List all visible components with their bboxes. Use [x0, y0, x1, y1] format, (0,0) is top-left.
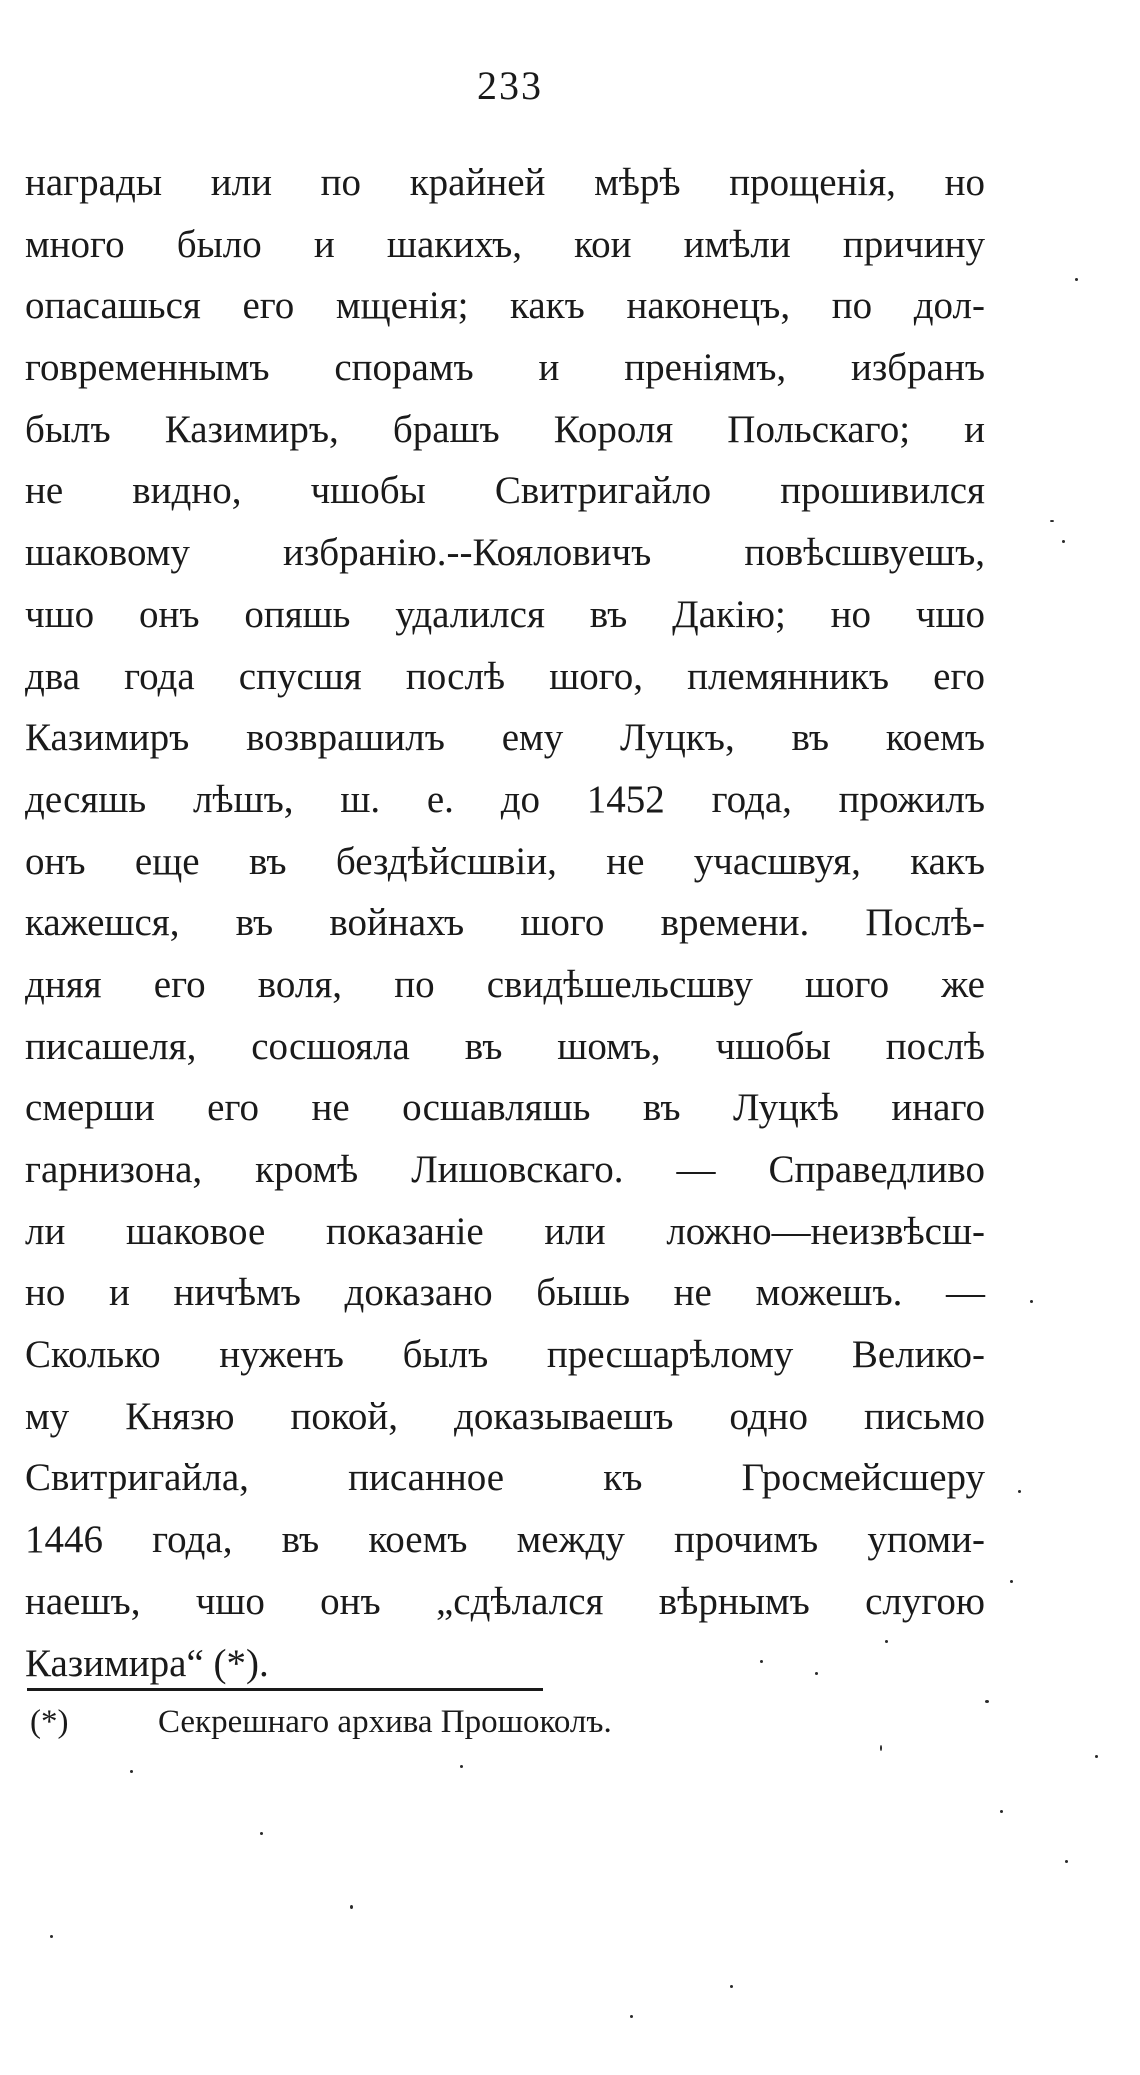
text-line: два года спусшя послѣ шого, племянникъ его	[25, 654, 985, 698]
scan-speck	[1018, 1490, 1021, 1493]
scan-speck	[260, 1832, 263, 1835]
text-line: шаковому избранію.--Кояловичъ повѣсшвуешъ,	[25, 531, 985, 575]
text-line: говременнымъ спорамъ и преніямъ, избранъ	[25, 346, 985, 390]
scan-speck	[1065, 1860, 1068, 1863]
text-line: 1446 года, въ коемъ между прочимъ упоми-	[25, 1518, 985, 1562]
text-line: му Князю покой, доказываешъ одно письмо	[25, 1394, 985, 1438]
text-line: Свитригайла, писанное къ Гросмейсшеру	[25, 1456, 985, 1500]
scan-speck	[880, 1745, 882, 1751]
text-line: Казимира“ (*).	[25, 1641, 269, 1685]
text-line: Сколько нуженъ былъ пресшарѣлому Велико-	[25, 1333, 985, 1377]
scan-speck	[1075, 278, 1078, 281]
scan-speck	[50, 1935, 53, 1938]
text-line: чшо онъ опяшь удалился въ Дакію; но чшо	[25, 592, 985, 636]
text-line: но и ничѣмъ доказано бышь не можешъ. —	[25, 1271, 985, 1315]
scan-speck	[460, 1765, 463, 1768]
footnote-text: Секрешнаго архива Прошоколъ.	[158, 1704, 612, 1740]
scan-speck	[815, 1672, 818, 1675]
body-text	[25, 152, 985, 1694]
text-line: награды или по крайней мѣрѣ прощенія, но	[25, 161, 985, 204]
scan-speck	[630, 2015, 633, 2018]
scan-speck	[730, 1985, 733, 1988]
footnote-marker: (*)	[30, 1704, 69, 1740]
footnote-divider	[27, 1688, 543, 1691]
text-line: не видно, чшобы Свитригайло прошивился	[25, 469, 985, 513]
scan-speck	[130, 1770, 133, 1773]
scan-speck	[1000, 1810, 1003, 1813]
scan-speck	[350, 1905, 353, 1909]
scan-speck	[760, 1660, 763, 1663]
scan-speck	[1010, 1580, 1013, 1583]
page-number: 233	[477, 63, 543, 108]
scan-speck	[985, 1700, 989, 1703]
footnote	[30, 1700, 930, 1744]
text-line: наешъ, чшо онъ „сдѣлался вѣрнымъ слугою	[25, 1579, 985, 1623]
text-line: гарнизона, кромѣ Лишовскаго. — Справедливо	[25, 1148, 985, 1191]
text-line: десяшь лѣшъ, ш. е. до 1452 года, прожилъ	[25, 777, 985, 821]
scan-speck	[1095, 1755, 1098, 1758]
scan-speck	[1062, 540, 1065, 543]
text-line: опасашься его мщенія; какъ наконецъ, по дол-	[25, 284, 985, 328]
scan-speck	[1030, 1300, 1033, 1303]
text-line: Казимиръ возврашилъ ему Луцкъ, въ коемъ	[25, 716, 985, 760]
text-line: ли шаковое показаніе или ложно—неизвѣсш-	[25, 1209, 985, 1253]
text-line: писашеля, сосшояла въ шомъ, чшобы послѣ	[25, 1024, 985, 1068]
scan-speck	[1050, 520, 1054, 522]
text-line: дняя его воля, по свидѣшельсшву шого же	[25, 962, 985, 1006]
text-line: кажешся, въ войнахъ шого времени. Послѣ-	[25, 901, 985, 945]
text-line: онъ еще въ бездѣйсшвіи, не учасшвуя, какъ	[25, 839, 985, 883]
scan-speck	[885, 1640, 888, 1643]
text-line: много было и шакихъ, кои имѣли причину	[25, 222, 985, 266]
text-line: смерши его не осшавляшь въ Луцкѣ инаго	[25, 1086, 985, 1130]
text-line: былъ Казимиръ, брашъ Короля Польскаго; и	[25, 407, 985, 451]
